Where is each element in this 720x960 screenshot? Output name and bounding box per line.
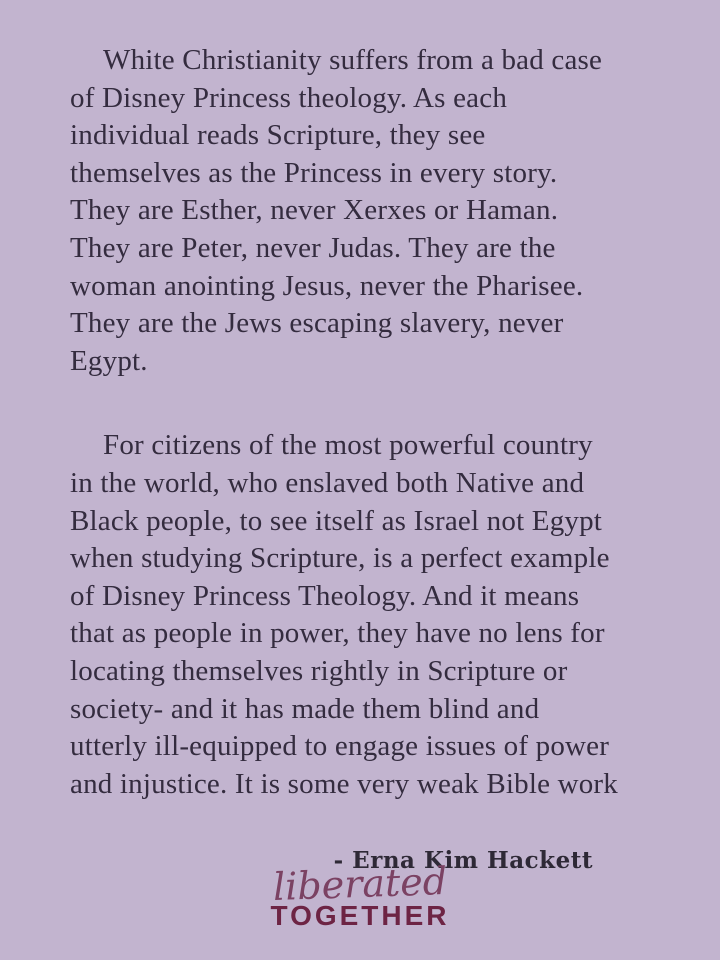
quote-paragraph-1 (70, 42, 660, 380)
quote-line: individual reads Scripture, they see (70, 119, 486, 152)
quote-line: They are the Jews escaping slavery, never (70, 307, 564, 340)
quote-line: They are Esther, never Xerxes or Haman. (70, 194, 559, 227)
quote-attribution: - Erna Kim Hackett (333, 847, 593, 875)
quote-line: and injustice. It is some very weak Bible work (70, 767, 618, 800)
quote-line: utterly ill-equipped to engage issues of power (70, 730, 610, 763)
quote-line: in the world, who enslaved both Native and (70, 466, 585, 499)
quote-line: locating themselves rightly in Scripture or (70, 654, 568, 687)
quote-line: Egypt. (70, 344, 148, 377)
quote-line: when studying Scripture, is a perfect example (70, 542, 610, 575)
quote-line: society- and it has made them blind and (70, 692, 540, 725)
quote-line: White Christianity suffers from a bad case (103, 44, 603, 76)
quote-line: that as people in power, they have no lens for (70, 617, 605, 650)
quote-line: woman anointing Jesus, never the Pharisee. (70, 269, 584, 302)
quote-line: For citizens of the most powerful country (103, 429, 593, 462)
quote-line: Black people, to see itself as Israel not Egypt (70, 504, 603, 537)
quote-line: themselves as the Princess in every story. (70, 156, 558, 189)
logo-script-text: liberated (272, 858, 448, 910)
quote-line: They are Peter, never Judas. They are the (70, 231, 556, 264)
quote-paragraph-2 (70, 427, 660, 803)
quote-line: of Disney Princess Theology. And it means (70, 579, 580, 612)
logo-caps-text: TOGETHER (270, 900, 450, 931)
quote-line: of Disney Princess theology. As each (70, 81, 508, 114)
